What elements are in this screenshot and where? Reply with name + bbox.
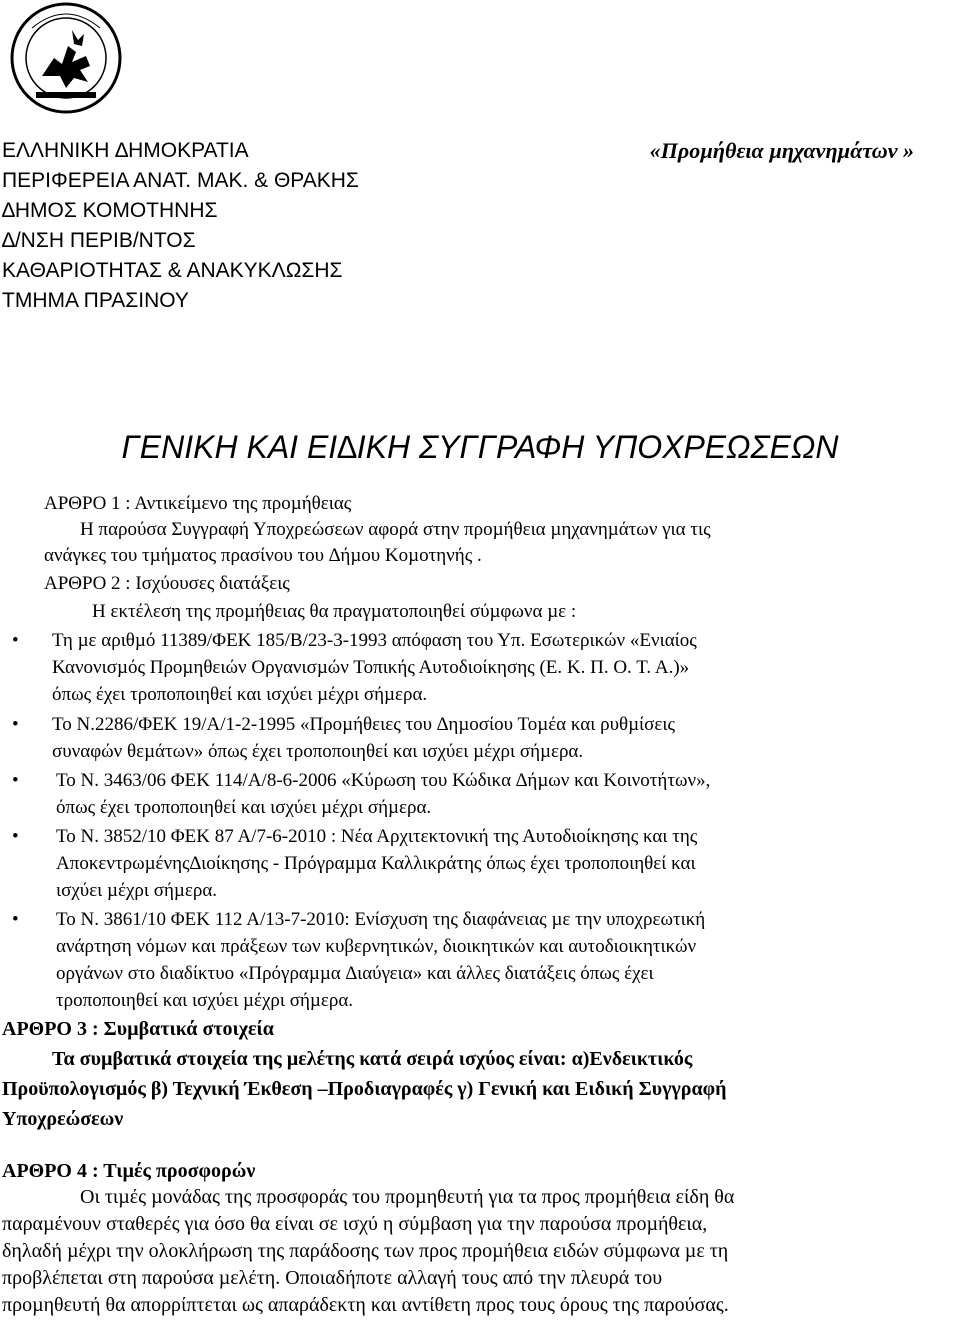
issuer-line: ∆/ΝΣΗ ΠΕΡΙΒ/ΝΤΟΣ	[2, 229, 196, 252]
issuer-line: ∆ΗΜΟΣ ΚΟΜΟΤΗΝΗΣ	[2, 199, 218, 222]
article-3-heading: ΑΡΘΡΟ 3 : Συµβατικά στοιχεία	[2, 1018, 274, 1040]
article-4-line: παραµένουν σταθερές για όσο θα είναι σε ισχύ η σύµβαση για την παρούσα προµήθεια,	[2, 1213, 708, 1235]
list-item-line: Το Ν. 3852/10 ΦΕΚ 87 Α/7-6-2010 : Νέα Αρχιτεκτονική της Αυτοδιοίκησης και της	[56, 826, 698, 847]
list-item-line: ισχύει µέχρι σήµερα.	[56, 880, 218, 901]
bullet-icon: •	[12, 909, 19, 930]
issuer-line: ΤΜΗΜΑ ΠΡΑΣΙΝΟΥ	[2, 289, 189, 312]
bullet-icon: •	[12, 630, 19, 651]
municipality-logo	[2, 0, 132, 120]
list-item-line: Το Ν.2286/ΦΕΚ 19/Α/1-2-1995 «Προµήθειες του ∆ηµοσίου Τοµέα και ρυθµίσεις	[52, 714, 676, 735]
article-1-text-line: Η παρούσα Συγγραφή Υποχρεώσεων αφορά στην προµήθεια µηχανηµάτων για τις	[80, 519, 711, 540]
list-item-line: Το Ν. 3463/06 ΦΕΚ 114/Α/8-6-2006 «Κύρωση του Κώδικα ∆ήµων και Κοινοτήτων»,	[56, 770, 711, 791]
bullet-icon: •	[12, 770, 19, 791]
article-4-line: δηλαδή µέχρι την ολοκλήρωση της παράδοσης των προς προµήθεια ειδών σύµφωνα µε τη	[2, 1240, 729, 1262]
list-item-line: Τη µε αριθµό 11389/ΦΕΚ 185/Β/23-3-1993 απόφαση του Υπ. Εσωτερικών «Ενιαίος	[52, 630, 697, 651]
article-2-heading: ΑΡΘΡΟ 2 : Ισχύουσες διατάξεις	[44, 573, 290, 594]
list-item-line: Αποκεντρωµένης∆ιοίκησης - Πρόγραµµα Καλλικράτης όπως έχει τροποποιηθεί και	[56, 853, 696, 874]
bullet-icon: •	[12, 826, 19, 847]
article-2-intro: Η εκτέλεση της προµήθειας θα πραγµατοποιηθεί σύµφωνα µε :	[92, 601, 577, 622]
issuer-block	[2, 136, 359, 316]
bullet-icon: •	[12, 714, 19, 735]
issuer-line: ΕΛΛΗΝΙΚΗ ∆ΗΜΟΚΡΑΤΙΑ	[2, 139, 249, 162]
project-title: «Προµήθεια µηχανηµάτων »	[649, 138, 914, 163]
list-item-line: οργάνων στο διαδίκτυο «Πρόγραµµα ∆ιαύγεια» και άλλες διατάξεις όπως έχει	[56, 963, 654, 984]
list-item-line: όπως έχει τροποποιηθεί και ισχύει µέχρι σήµερα.	[56, 797, 432, 818]
article-3-line: Υποχρεώσεων	[2, 1108, 124, 1130]
article-3-line: Προϋπολογισµός β) Τεχνική Έκθεση –Προδιαγραφές γ) Γενική και Ειδική Συγγραφή	[2, 1078, 727, 1100]
document-title: ΓΕΝΙΚΗ ΚΑΙ ΕΙ∆ΙΚΗ ΣΥΓΓΡΑΦΗ ΥΠΟΧΡΕΩΣΕΩΝ	[121, 429, 839, 465]
issuer-line: ΚΑΘΑΡΙΟΤΗΤΑΣ & ΑΝΑΚΥΚΛΩΣΗΣ	[2, 259, 343, 282]
article-4-heading: ΑΡΘΡΟ 4 : Τιµές προσφορών	[2, 1160, 256, 1182]
article-1-heading	[44, 490, 351, 518]
list-item-line: ανάρτηση νόµων και πράξεων των κυβερνητικών, διοικητικών και αυτοδιοικητικών	[56, 936, 697, 957]
list-item-line: συναφών θεµάτων» όπως έχει τροποποιηθεί και ισχύει µέχρι σήµερα.	[52, 741, 584, 762]
article-3-line: Τα συµβατικά στοιχεία της µελέτης κατά σειρά ισχύος είναι: α)Ενδεικτικός	[52, 1048, 693, 1070]
article-1-text-line: ανάγκες του τµήµατος πρασίνου του ∆ήµου Κοµοτηνής .	[44, 545, 482, 566]
article-4-line: προµηθευτή θα απορρίπτεται ως απαράδεκτη και αντίθετη προς τους όρους της παρούσας.	[2, 1294, 729, 1316]
article-4-line: προβλέπεται στη παρούσα µελέτη. Οποιαδήποτε αλλαγή τους από την πλευρά του	[2, 1267, 663, 1289]
issuer-line: ΠΕΡΙΦΕΡΕΙΑ ΑΝΑΤ. ΜΑΚ. & ΘΡΑΚΗΣ	[2, 169, 359, 192]
list-item-line: όπως έχει τροποποιηθεί και ισχύει µέχρι σήµερα.	[52, 684, 428, 705]
list-item-line: Το Ν. 3861/10 ΦΕΚ 112 Α/13-7-2010: Ενίσχυση της διαφάνειας µε την υποχρεωτική	[56, 909, 706, 930]
list-item-line: τροποποιηθεί και ισχύει µέχρι σήµερα.	[56, 990, 354, 1011]
article-4-line: Οι τιµές µονάδας της προσφοράς του προµηθευτή για τα προς προµήθεια είδη θα	[80, 1186, 735, 1208]
list-item-line: Κανονισµός Προµηθειών Οργανισµών Τοπικής Αυτοδιοίκησης (Ε. Κ. Π. Ο. Τ. Α.)»	[52, 657, 690, 678]
article-1-heading-text: ΑΡΘΡΟ 1 : Αντικείµενο της προµήθειας	[44, 493, 352, 514]
